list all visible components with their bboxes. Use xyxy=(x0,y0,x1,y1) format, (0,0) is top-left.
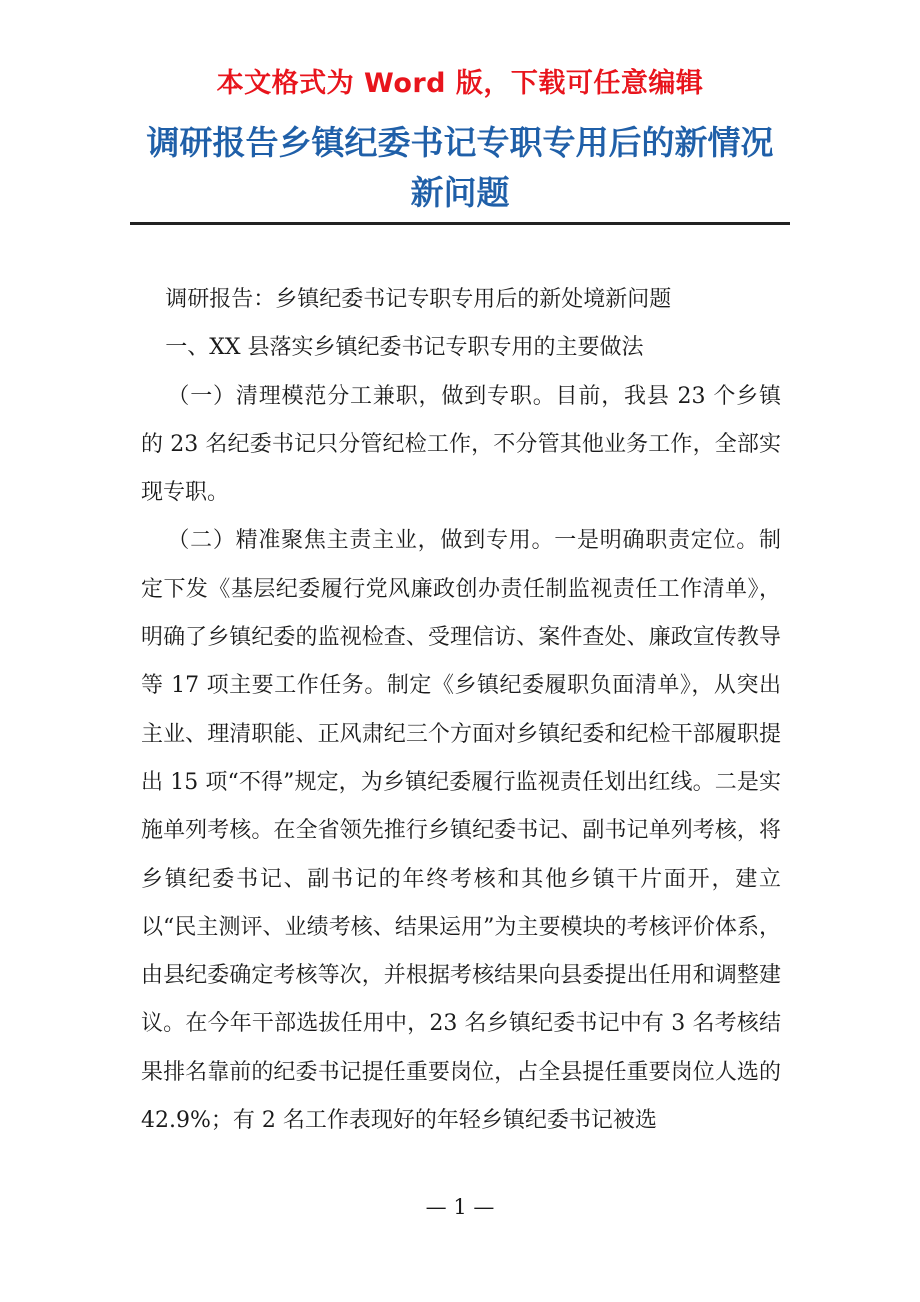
body-paragraph-2: （二）精准聚焦主责主业，做到专用。一是明确职责定位。制定下发《基层纪委履行党风廉政创办责任制监视责任工作清单》，明确了乡镇纪委的监视检查、受理信访、案件查处、廉政宣传教导等 17 项主要工作任务。制定《乡镇纪委履职负面清单》，从突出主业、理清职能、正风肃纪三个方面对乡镇纪委和纪检干部履职提出 15 项“不得”规定，为乡镇纪委履行监视责任划出红线。二是实施单列考核。在全省领先推行乡镇纪委书记、副书记单列考核，将乡镇纪委书记、副书记的年终考核和其他乡镇干片面开，建立以“民主测评、业绩考核、结果运用”为主要模块的考核评价体系，由县纪委确定考核等次，并根据考核结果向县委提出任用和调整建议。在今年干部选拔任用中，23 名乡镇纪委书记中有 3 名考核结果排名靠前的纪委书记提任重要岗位，占全县提任重要岗位人选的 42.9%；有 2 名工作表现好的年轻乡镇纪委书记被选 xyxy=(141,528,781,1134)
title-divider xyxy=(130,222,790,225)
document-body xyxy=(141,276,781,1145)
body-paragraph-1: （一）清理模范分工兼职，做到专职。目前，我县 23 个乡镇的 23 名纪委书记只分管纪检工作，不分管其他业务工作，全部实现专职。 xyxy=(141,383,781,506)
report-heading: 调研报告：乡镇纪委书记专职专用后的新处境新问题 xyxy=(165,287,672,312)
section-heading-1: 一、XX 县落实乡镇纪委书记专职专用的主要做法 xyxy=(165,335,644,361)
page-number: — 1 — xyxy=(425,1195,495,1219)
document-title: 调研报告乡镇纪委书记专职专用后的新情况新问题 xyxy=(146,123,774,212)
format-notice-banner: 本文格式为 Word 版，下载可任意编辑 xyxy=(216,68,704,99)
